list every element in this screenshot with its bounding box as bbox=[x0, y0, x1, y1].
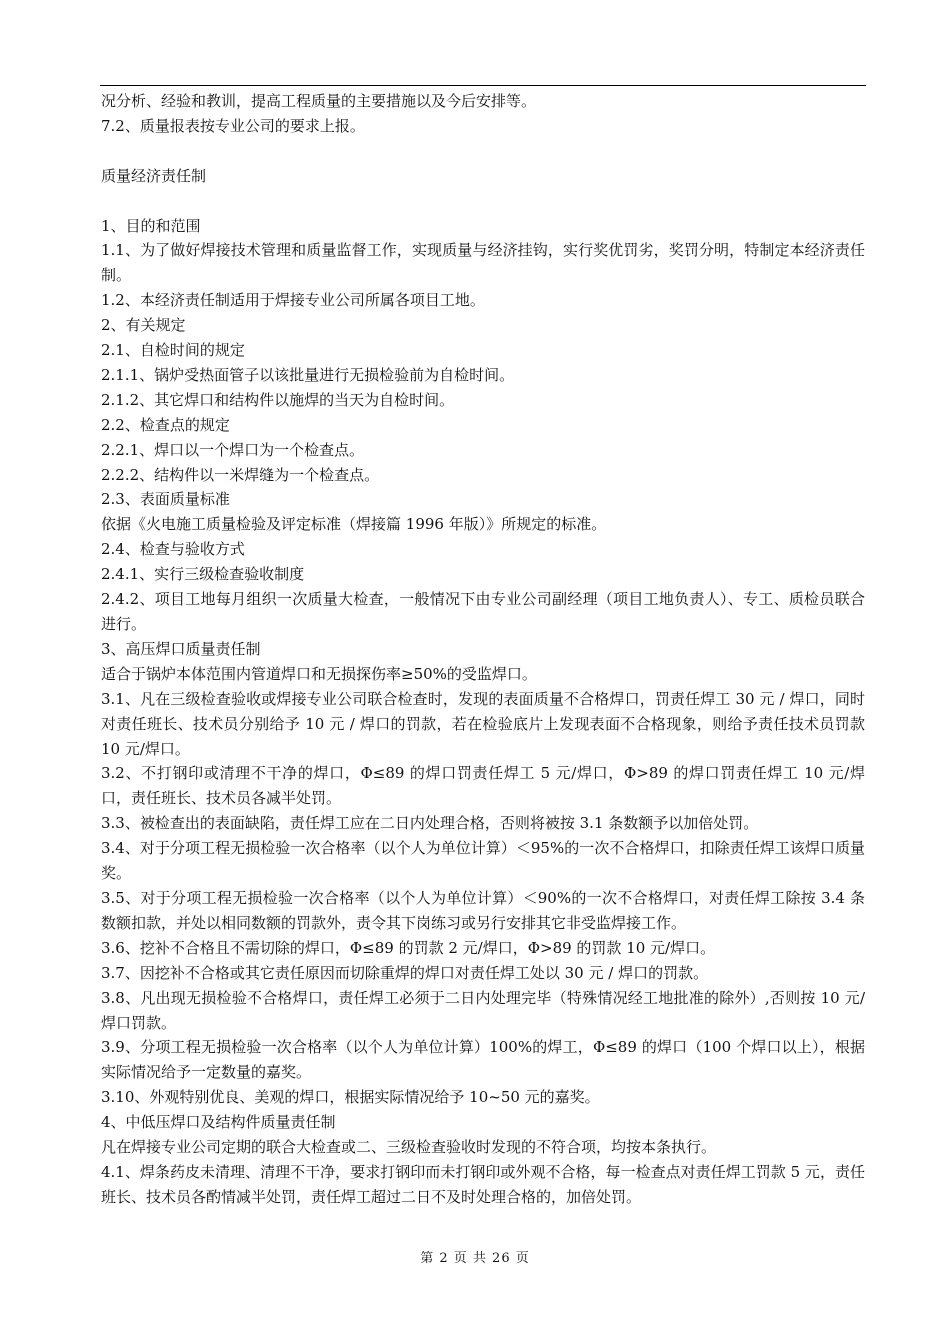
text-line: 2.2、检查点的规定 bbox=[101, 415, 230, 434]
text-line: 2.1.1、锅炉受热面管子以该批量进行无损检验前为自检时间。 bbox=[101, 365, 515, 384]
text-line: 3.6、挖补不合格且不需切除的焊口，Φ≤89 的罚款 2 元/焊口，Φ>89 的罚款 10 元/焊口。 bbox=[101, 938, 716, 957]
text-line: 4.1、焊条药皮未清理、清理不干净，要求打钢印而未打钢印或外观不合格，每一检查点对责任焊工罚款 5 元，责任班长、技术员各酌情减半处罚，责任焊工超过二日不及时处理合格的，加倍处罚。 bbox=[101, 1162, 865, 1206]
text-line: 1.2、本经济责任制适用于焊接专业公司所属各项目工地。 bbox=[101, 291, 485, 310]
text-line: 3、高压焊口质量责任制 bbox=[101, 639, 261, 658]
text-line: 3.8、凡出现无损检验不合格焊口，责任焊工必须于二日内处理完毕（特殊情况经工地批准的除外）,否则按 10 元/焊口罚款。 bbox=[101, 988, 865, 1032]
text-line: 7.2、质量报表按专业公司的要求上报。 bbox=[101, 116, 365, 135]
text-line: 2.1.2、其它焊口和结构件以施焊的当天为自检时间。 bbox=[101, 390, 455, 409]
text-line: 2.4.1、实行三级检查验收制度 bbox=[101, 565, 305, 584]
text-line: 2.4.2、项目工地每月组织一次质量大检查，一般情况下由专业公司副经理（项目工地负责人）、专工、质检员联合进行。 bbox=[101, 590, 865, 633]
text-line: 2.2.2、结构件以一米焊缝为一个检查点。 bbox=[101, 465, 380, 484]
text-line: 2.4、检查与验收方式 bbox=[101, 540, 245, 559]
text-line: 2.2.1、焊口以一个焊口为一个检查点。 bbox=[101, 440, 365, 459]
text-line: 适合于锅炉本体范围内管道焊口和无损探伤率≥50%的受监焊口。 bbox=[101, 664, 537, 683]
text-line: 2、有关规定 bbox=[101, 316, 186, 335]
text-line: 3.4、对于分项工程无损检验一次合格率（以个人为单位计算）＜95%的一次不合格焊口，扣除责任焊工该焊口质量奖。 bbox=[101, 839, 865, 883]
text-line: 2.1、自检时间的规定 bbox=[101, 341, 245, 360]
text-line: 1、目的和范围 bbox=[101, 216, 201, 235]
page-footer: 第 2 页 共 26 页 bbox=[420, 1251, 530, 1266]
text-line: 3.10、外观特别优良、美观的焊口，根据实际情况给予 10~50 元的嘉奖。 bbox=[101, 1088, 600, 1107]
document-body bbox=[101, 89, 865, 1210]
text-line: 凡在焊接专业公司定期的联合大检查或二、三级检查验收时发现的不符合项，均按本条执行。 bbox=[101, 1138, 717, 1157]
text-line: 2.3、表面质量标准 bbox=[101, 490, 230, 509]
text-line: 质量经济责任制 bbox=[101, 166, 207, 185]
text-line: 3.5、对于分项工程无损检验一次合格率（以个人为单位计算）＜90%的一次不合格焊口，对责任焊工除按 3.4 条数额扣款，并处以相同数额的罚款外，责令其下岗练习或另行安排其它非受监焊接工作。 bbox=[101, 888, 865, 932]
blank-line bbox=[101, 139, 865, 164]
text-line: 4、中低压焊口及结构件质量责任制 bbox=[101, 1113, 336, 1132]
header-rule bbox=[100, 85, 866, 86]
blank-line bbox=[101, 189, 865, 214]
text-line: 依据《火电施工质量检验及评定标准（焊接篇 1996 年版）》所规定的标准。 bbox=[101, 515, 607, 534]
text-line: 况分析、经验和教训，提高工程质量的主要措施以及今后安排等。 bbox=[101, 92, 537, 110]
text-line: 3.1、凡在三级检查验收或焊接专业公司联合检查时，发现的表面质量不合格焊口，罚责任焊工 30 元 / 焊口，同时对责任班长、技术员分别给予 10 元 / 焊口的罚款，若在检验底片上发现表面不合格现象，则给予责任技术员罚款 10 元/焊口。 bbox=[101, 689, 865, 758]
text-line: 1.1、为了做好焊接技术管理和质量监督工作，实现质量与经济挂钩，实行奖优罚劣，奖罚分明，特制定本经济责任制。 bbox=[101, 241, 865, 285]
text-line: 3.9、分项工程无损检验一次合格率（以个人为单位计算）100%的焊工，Φ≤89 的焊口（100 个焊口以上），根据实际情况给予一定数量的嘉奖。 bbox=[101, 1038, 865, 1082]
text-line: 3.7、因挖补不合格或其它责任原因而切除重焊的焊口对责任焊工处以 30 元 / 焊口的罚款。 bbox=[101, 963, 709, 982]
text-line: 3.2、不打钢印或清理不干净的焊口，Φ≤89 的焊口罚责任焊工 5 元/焊口，Φ>89 的焊口罚责任焊工 10 元/焊口，责任班长、技术员各减半处罚。 bbox=[101, 764, 865, 808]
text-line: 3.3、被检查出的表面缺陷，责任焊工应在二日内处理合格，否则将被按 3.1 条数额予以加倍处罚。 bbox=[101, 814, 759, 833]
